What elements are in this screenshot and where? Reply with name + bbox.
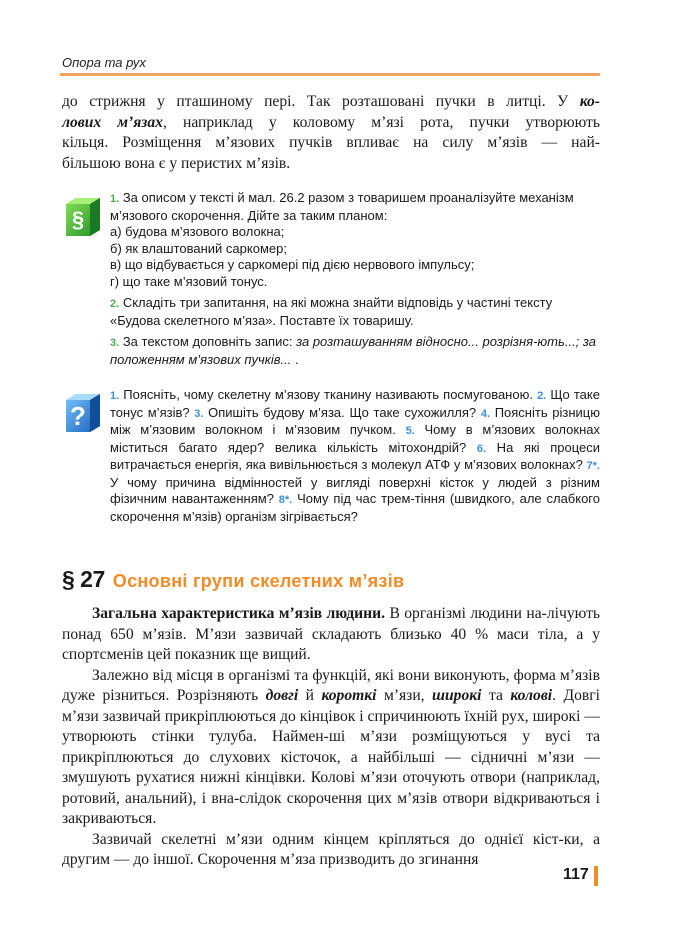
- section-number: § 27: [62, 566, 105, 592]
- paragraph-text: В організмі людини на-лічують понад 650 м’язів. М’язи зазвичай складають близько 40 % маси тіла, а у спортсменів цей показник ще вищий.: [62, 605, 600, 663]
- paragraph-text: Залежно від місця в організмі та функцій, які вони виконують, форма м’язів дуже різниться. Розрізняють: [62, 666, 600, 704]
- task-text: За текстом доповніть запис:: [122, 334, 297, 349]
- running-head: Опора та рух: [62, 55, 146, 70]
- question-number: 5.: [405, 425, 415, 437]
- task-fill-in: за розташуванням відносно... розрізня-ють...; за положенням м’язових пучків...: [110, 334, 597, 367]
- question-text: Чому під час трем-тіння (швидкого, але слабкого скорочення м’язів) організм зігрівається?: [110, 491, 600, 524]
- term: довгі: [265, 687, 299, 704]
- task-end: .: [291, 351, 299, 367]
- task-text: Складіть три запитання, на які можна знайти відповідь у частині тексту «Будова скелетного м’яза». Поставте їх товаришу.: [110, 295, 553, 328]
- question-number: 6.: [476, 442, 487, 455]
- question-number: 8*.: [278, 494, 293, 506]
- page-number-bar: [594, 866, 598, 886]
- question-text: Що таке тонус м’язів?: [110, 387, 600, 420]
- body-paragraph-1: [62, 604, 600, 666]
- question-text: Поясніть різницю між м’язовим волокном і м’язовим пучком.: [110, 404, 600, 437]
- term: колові: [510, 687, 553, 704]
- intro-paragraph: [62, 92, 600, 174]
- task-item: б) як влаштований саркомер;: [110, 240, 287, 256]
- question-number: 7*.: [586, 460, 600, 472]
- header-rule: [60, 73, 600, 76]
- section-heading: [62, 566, 404, 596]
- intro-text: до стрижня у пташиному пері. Так розташовані пучки в литці. У: [62, 93, 580, 110]
- paragraph-text: й: [298, 687, 322, 704]
- svg-text:§: §: [71, 207, 85, 232]
- body-paragraph-2: [62, 666, 600, 830]
- question-text: Чому в м’язових волокнах міститься багато ядер? велика кількість мітохондрій?: [110, 422, 600, 455]
- question-text: Поясніть, чому скелетну м’язову тканину називають посмугованою.: [119, 387, 538, 402]
- section-body: [62, 604, 600, 871]
- task-item: в) що відбувається у саркомері під дією нервового імпульсу;: [110, 257, 475, 272]
- intro-line-3: кільця. Розміщення м’язових пучків впливає на силу м’язів — най-: [62, 134, 600, 151]
- task-item: г) що таке м’язовий тонус.: [110, 273, 268, 289]
- paragraph-section-icon: [64, 196, 102, 238]
- intro-term: ко-: [579, 93, 600, 110]
- question-mark-icon: [64, 392, 102, 434]
- question-number: 1.: [110, 390, 120, 402]
- task-number: 3.: [110, 337, 120, 349]
- task-number: 2.: [110, 298, 120, 310]
- svg-text:?: ?: [70, 401, 86, 431]
- question-text: У чому причина відмінностей у вигляді поверхні кісток у людей з різним фізичним навантаженням?: [110, 474, 600, 506]
- task-2: [110, 295, 600, 329]
- paragraph-text: . Довгі м’язи зазвичай прикріплюються до кінцівок і спричинюють їхній рух, широкі — утворюють стінки тулуба. Наймен-ші м’язи розміщуються у вусі та прикріплюються до слухових кісточок, а найбільші — сідничні м’язи — змушують рухатися нижні кінцівки. Колові м’язи оточують отвори (наприклад, ротовий, анальний), і вна-слідок скорочення цих м’язів отвори відкриваються і закриваються.: [62, 687, 600, 827]
- intro-text: , наприклад у коловому м’язі рота, пучки утворюють: [162, 113, 600, 131]
- task-1: [110, 190, 600, 290]
- term: широкі: [432, 687, 482, 704]
- paragraph-text: м’язи,: [376, 687, 433, 704]
- question-number: 4.: [480, 407, 491, 420]
- intro-line-4: більшою вона є у перистих м’язів.: [62, 154, 291, 172]
- section-title: Основні групи скелетних м’язів: [112, 571, 405, 591]
- question-text: Опишіть будову м’яза. Що таке сухожилля?: [203, 404, 481, 420]
- question-number: 3.: [194, 407, 204, 420]
- question-text: На які процеси витрачається енергія, яка вивільнюється з молекул АТФ у м’язових волокнах?: [110, 439, 600, 472]
- term: короткі: [321, 687, 377, 704]
- body-paragraph-3: Зазвичай скелетні м’язи одним кінцем кріпляться до однієї кіст-ки, а другим — до іншої. Скорочення м’яза призводить до згинання: [62, 830, 600, 868]
- page-number: 117: [563, 866, 589, 883]
- task-text: За описом у тексті й мал. 26.2 разом з товаришем проаналізуйте механізм м’язового скорочення. Дійте за таким планом:: [110, 190, 574, 223]
- task-3: [110, 334, 600, 368]
- paragraph-lead: Загальна характеристика м’язів людини.: [92, 605, 386, 622]
- task-number: 1.: [110, 193, 120, 205]
- task-item: а) будова м’язового волокна;: [110, 224, 285, 239]
- intro-line-1: [62, 92, 600, 113]
- tasks-block: [110, 190, 600, 373]
- intro-term: лових м’язах: [62, 113, 163, 131]
- paragraph-text: та: [481, 687, 511, 704]
- intro-line-2: [62, 113, 600, 134]
- review-questions: [110, 387, 600, 525]
- question-number: 2.: [537, 390, 547, 402]
